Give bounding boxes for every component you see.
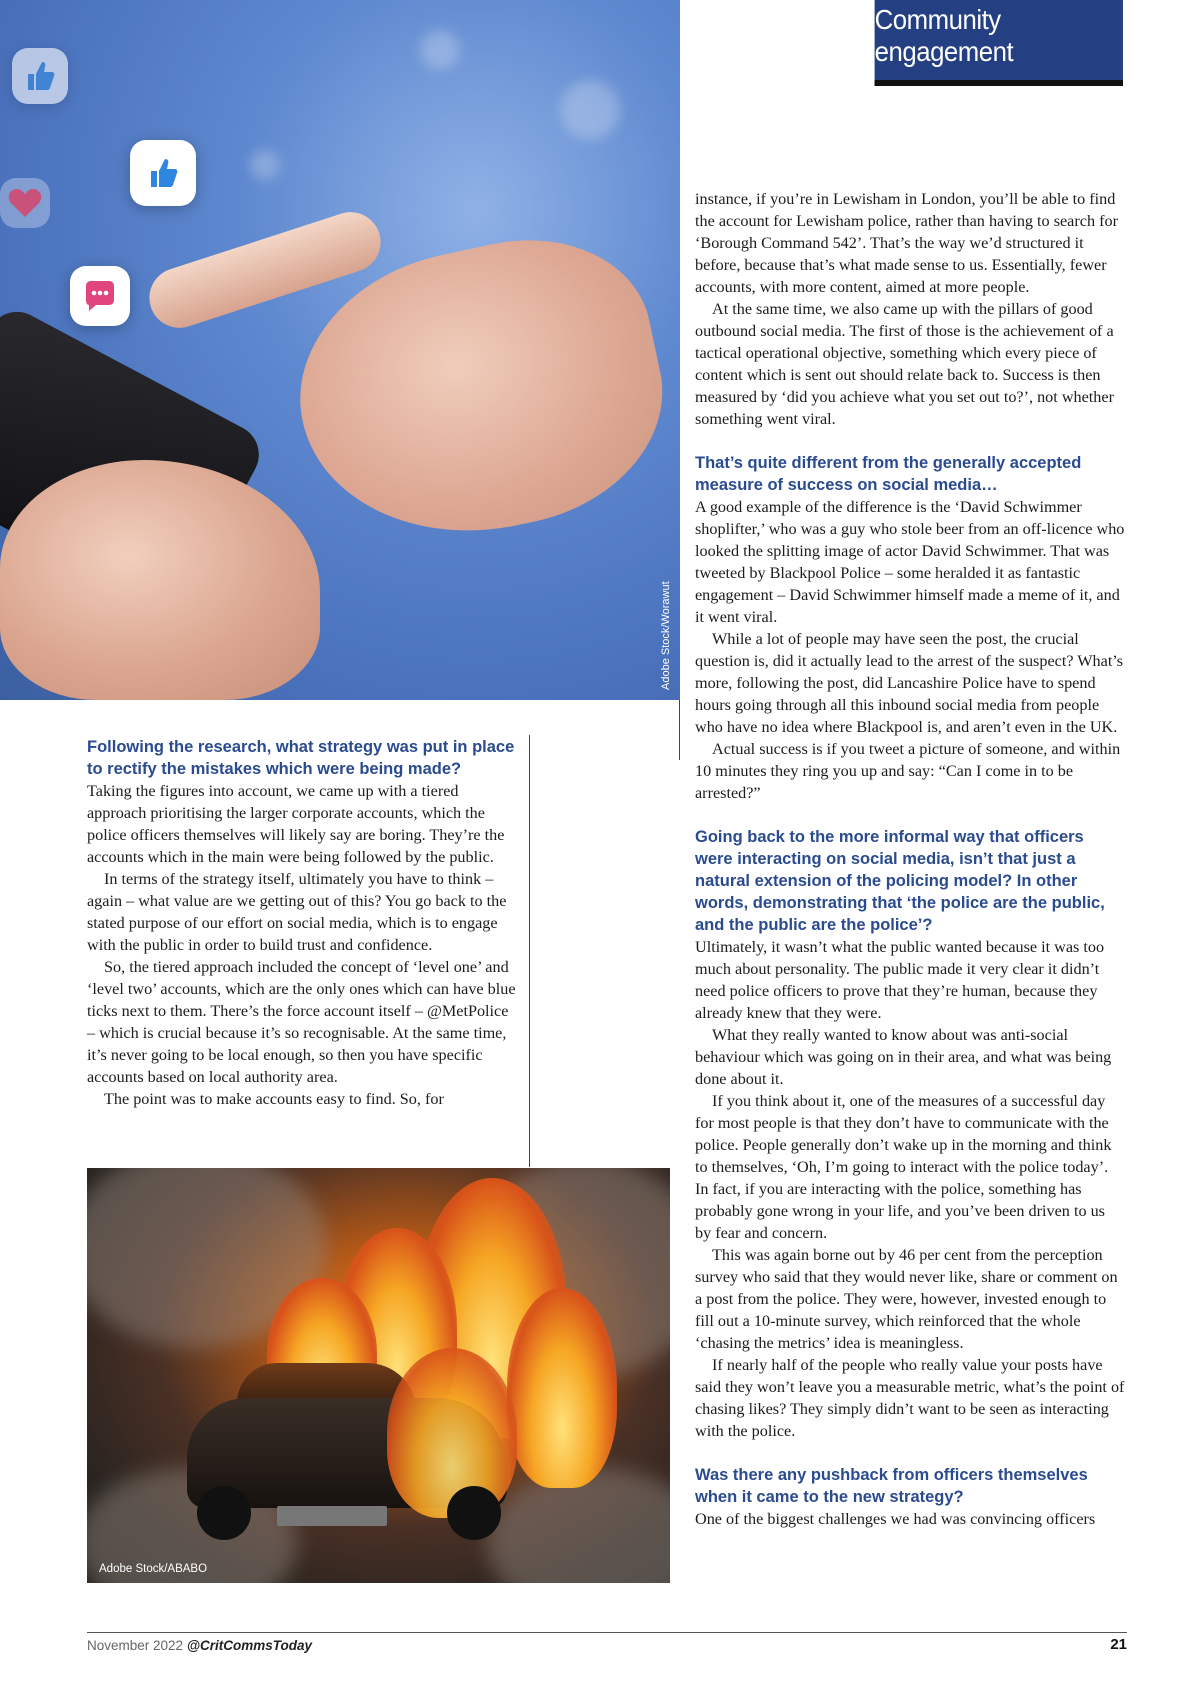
- section-heading: Going back to the more informal way that officers were interacting on social media, isn’t that just a natural extension of the policing model? In other words, demonstrating that ‘the police are the public, and the public are the police’?: [695, 828, 1105, 934]
- paragraph: While a lot of people may have seen the post, the crucial question is, did it actually lead to the arrest of the suspect? What’s more, following the post, did Lancashire Police have to spend hours going through all this inbound social media from people who have no idea where Blackpool is, and aren’t even in the UK.: [695, 630, 1124, 736]
- section-tag: Community engagement: [875, 0, 1123, 86]
- left-hand: [0, 460, 320, 700]
- paragraph: The point was to make accounts easy to find. So, for: [104, 1090, 444, 1108]
- paragraph: A good example of the difference is the ‘David Schwimmer shoplifter,’ who was a guy who stole beer from an off-licence who looked the splitting image of actor David Schwimmer. That was tweeted by Blackpool Police – some heralded it as fantastic engagement – David Schwimmer himself made a meme of it, and it went viral.: [695, 498, 1125, 626]
- page-number: 21: [1110, 1636, 1127, 1653]
- car-wheel: [197, 1486, 251, 1540]
- photo-credit-car: Adobe Stock/ABABO: [99, 1563, 208, 1575]
- thumbs-up-icon: [12, 48, 68, 104]
- right-column: [695, 188, 1125, 1530]
- paragraph: If you think about it, one of the measures of a successful day for most people is that they don’t have to communicate with the police. People generally don’t wake up in the morning and think to themselves, ‘Oh, I’m going to interact with the police today’. In fact, if you are interacting with the police, something has probably gone wrong in your life, and you’ve been driven to us by fear and concern.: [695, 1092, 1112, 1242]
- paragraph: In terms of the strategy itself, ultimately you have to think – again – what value are we getting out of this? You go back to the stated purpose of our effort on social media, which is to engage with the public in order to build trust and confidence.: [87, 870, 507, 954]
- thumbs-up-icon: [130, 140, 196, 206]
- paragraph: This was again borne out by 46 per cent from the perception survey who said that they would never like, share or comment on a post from the police. They were, however, invested enough to fill out a 10-minute survey, which reinforced that the whole ‘chasing the metrics’ idea is meaningless.: [695, 1246, 1118, 1352]
- twitter-handle: @CritCommsToday: [186, 1638, 313, 1653]
- column-divider: [679, 700, 680, 760]
- paragraph: instance, if you’re in Lewisham in London, you’ll be able to find the account for Lewisham police, rather than having to search for ‘Borough Command 542’. That’s the way we’d structured it before, because that’s what made sense to us. Essentially, fewer accounts, with more content, aimed at more people.: [695, 190, 1118, 296]
- column-divider: [529, 735, 530, 1167]
- footer-rule: [87, 1632, 1127, 1633]
- paragraph: One of the biggest challenges we had was convincing officers: [695, 1510, 1096, 1528]
- license-plate: [277, 1506, 387, 1526]
- phone-hands-photo: [0, 0, 680, 700]
- heart-icon: [0, 178, 50, 228]
- section-heading: Following the research, what strategy was put in place to rectify the mistakes which were being made?: [87, 738, 515, 778]
- section-heading: That’s quite different from the generally accepted measure of success on social media…: [695, 454, 1082, 494]
- paragraph: Ultimately, it wasn’t what the public wanted because it was too much about personality. The public made it very clear it didn’t need police officers to prove that they’re human, because they already knew that they were.: [695, 938, 1105, 1022]
- paragraph: If nearly half of the people who really value your posts have said they won’t leave you a measurable metric, what’s the point of chasing likes? They simply didn’t want to be seen as interacting with the police.: [695, 1356, 1125, 1440]
- photo-credit-top: Adobe Stock/Worawut: [660, 581, 672, 690]
- paragraph: Taking the figures into account, we came up with a tiered approach prioritising the larger corporate accounts, which the police officers themselves will likely say are boring. They’re the accounts which in the main were being followed by the public.: [87, 782, 505, 866]
- speech-bubble-icon: [70, 266, 130, 326]
- burning-car-photo: [87, 1168, 670, 1583]
- left-column: [87, 736, 517, 1110]
- car-wheel: [447, 1486, 501, 1540]
- footer-info: [87, 1638, 312, 1653]
- section-heading: Was there any pushback from officers themselves when it came to the new strategy?: [695, 1466, 1088, 1506]
- paragraph: What they really wanted to know about was anti-social behaviour which was going on in their area, and what was being done about it.: [695, 1026, 1112, 1088]
- paragraph: Actual success is if you tweet a picture of someone, and within 10 minutes they ring you up and say: “Can I come in to be arrested?”: [695, 740, 1121, 802]
- paragraph: So, the tiered approach included the concept of ‘level one’ and ‘level two’ accounts, which are the only ones which can have blue ticks next to them. There’s the force account itself – @MetPolice – which is crucial because it’s so recognisable. At the same time, it’s never going to be local enough, so then you have specific accounts based on local authority area.: [87, 958, 516, 1086]
- issue-date: November 2022: [87, 1638, 184, 1653]
- paragraph: At the same time, we also came up with the pillars of good outbound social media. The first of those is the achievement of a tactical operational objective, something which every piece of content which is sent out should relate back to. Success is then measured by ‘did you achieve what you set out to?’, not whether something went viral.: [695, 300, 1114, 428]
